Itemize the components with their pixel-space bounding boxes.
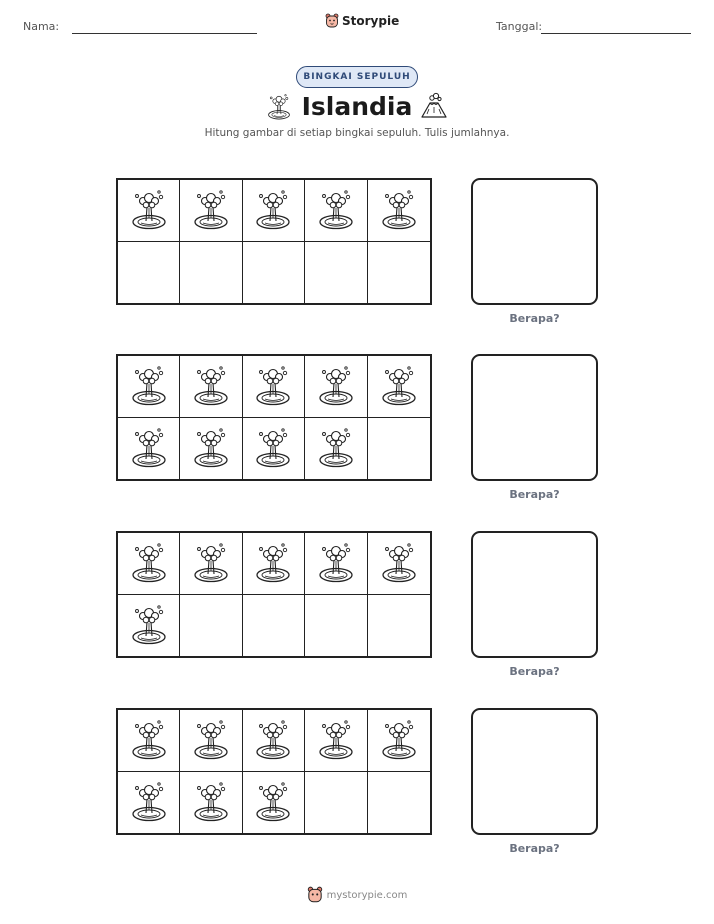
- answer-box-2[interactable]: [471, 354, 598, 481]
- geyser-icon: [191, 188, 231, 232]
- frame-cell: [118, 595, 180, 657]
- mascot-icon: [325, 13, 339, 29]
- geyser-icon: [253, 188, 293, 232]
- geyser-icon: [129, 780, 169, 824]
- answer-box-1[interactable]: [471, 178, 598, 305]
- geyser-icon: [191, 364, 231, 408]
- geyser-icon: [253, 718, 293, 762]
- frame-cell: [243, 772, 305, 834]
- brand-logo: [325, 13, 399, 29]
- frame-cell: [368, 418, 430, 480]
- geyser-icon: [129, 188, 169, 232]
- geyser-icon: [129, 603, 169, 647]
- frame-cell: [368, 533, 430, 595]
- frame-cell: [368, 772, 430, 834]
- frame-cell: [305, 418, 367, 480]
- brand-name: Storypie: [342, 14, 400, 28]
- frame-cell: [305, 772, 367, 834]
- name-line[interactable]: [72, 33, 257, 34]
- frame-cell: [368, 356, 430, 418]
- geyser-icon: [379, 188, 419, 232]
- name-label: Nama:: [23, 20, 60, 33]
- frame-cell: [243, 356, 305, 418]
- frame-cell: [118, 418, 180, 480]
- geyser-icon: [266, 92, 292, 122]
- answer-label-1: Berapa?: [509, 312, 560, 325]
- geyser-icon: [379, 718, 419, 762]
- frame-cell: [243, 242, 305, 304]
- frame-cell: [305, 180, 367, 242]
- frame-cell: [118, 180, 180, 242]
- frame-cell: [368, 242, 430, 304]
- geyser-icon: [253, 364, 293, 408]
- answer-label-3: Berapa?: [509, 665, 560, 678]
- footer: [0, 886, 714, 904]
- frame-cell: [180, 356, 242, 418]
- answer-box-4[interactable]: [471, 708, 598, 835]
- geyser-icon: [191, 541, 231, 585]
- frame-cell: [118, 533, 180, 595]
- geyser-icon: [316, 188, 356, 232]
- frame-cell: [180, 242, 242, 304]
- frame-cell: [243, 710, 305, 772]
- geyser-icon: [379, 364, 419, 408]
- footer-url[interactable]: mystorypie.com: [326, 889, 408, 901]
- frame-cell: [305, 356, 367, 418]
- frame-cell: [180, 772, 242, 834]
- frame-cell: [180, 533, 242, 595]
- answer-label-2: Berapa?: [509, 488, 560, 501]
- instructions: Hitung gambar di setiap bingkai sepuluh. Tulis jumlahnya.: [204, 127, 510, 139]
- geyser-icon: [316, 718, 356, 762]
- geyser-icon: [191, 718, 231, 762]
- date-label: Tanggal:: [496, 20, 543, 33]
- geyser-icon: [379, 541, 419, 585]
- frame-cell: [368, 180, 430, 242]
- geyser-icon: [191, 426, 231, 470]
- ten-frame-2: [116, 354, 432, 481]
- frame-cell: [243, 180, 305, 242]
- frame-cell: [180, 418, 242, 480]
- volcano-icon: [420, 92, 448, 120]
- geyser-icon: [129, 364, 169, 408]
- geyser-icon: [316, 426, 356, 470]
- frame-cell: [118, 242, 180, 304]
- geyser-icon: [129, 426, 169, 470]
- ten-frame-3: [116, 531, 432, 658]
- answer-box-3[interactable]: [471, 531, 598, 658]
- frame-cell: [118, 710, 180, 772]
- geyser-icon: [316, 364, 356, 408]
- frame-cell: [305, 595, 367, 657]
- worksheet-type-badge: BINGKAI SEPULUH: [296, 66, 418, 88]
- page-title: Islandia: [301, 92, 413, 121]
- frame-cell: [118, 772, 180, 834]
- frame-cell: [180, 710, 242, 772]
- frame-cell: [243, 418, 305, 480]
- mascot-icon: [307, 886, 323, 904]
- ten-frame-4: [116, 708, 432, 835]
- frame-cell: [368, 710, 430, 772]
- frame-cell: [180, 595, 242, 657]
- frame-cell: [305, 533, 367, 595]
- geyser-icon: [316, 541, 356, 585]
- geyser-icon: [191, 780, 231, 824]
- frame-cell: [243, 595, 305, 657]
- ten-frame-1: [116, 178, 432, 305]
- frame-cell: [118, 356, 180, 418]
- geyser-icon: [253, 780, 293, 824]
- frame-cell: [368, 595, 430, 657]
- geyser-icon: [129, 718, 169, 762]
- frame-cell: [305, 710, 367, 772]
- geyser-icon: [253, 541, 293, 585]
- answer-label-4: Berapa?: [509, 842, 560, 855]
- geyser-icon: [253, 426, 293, 470]
- frame-cell: [243, 533, 305, 595]
- geyser-icon: [129, 541, 169, 585]
- date-line[interactable]: [541, 33, 691, 34]
- frame-cell: [180, 180, 242, 242]
- frame-cell: [305, 242, 367, 304]
